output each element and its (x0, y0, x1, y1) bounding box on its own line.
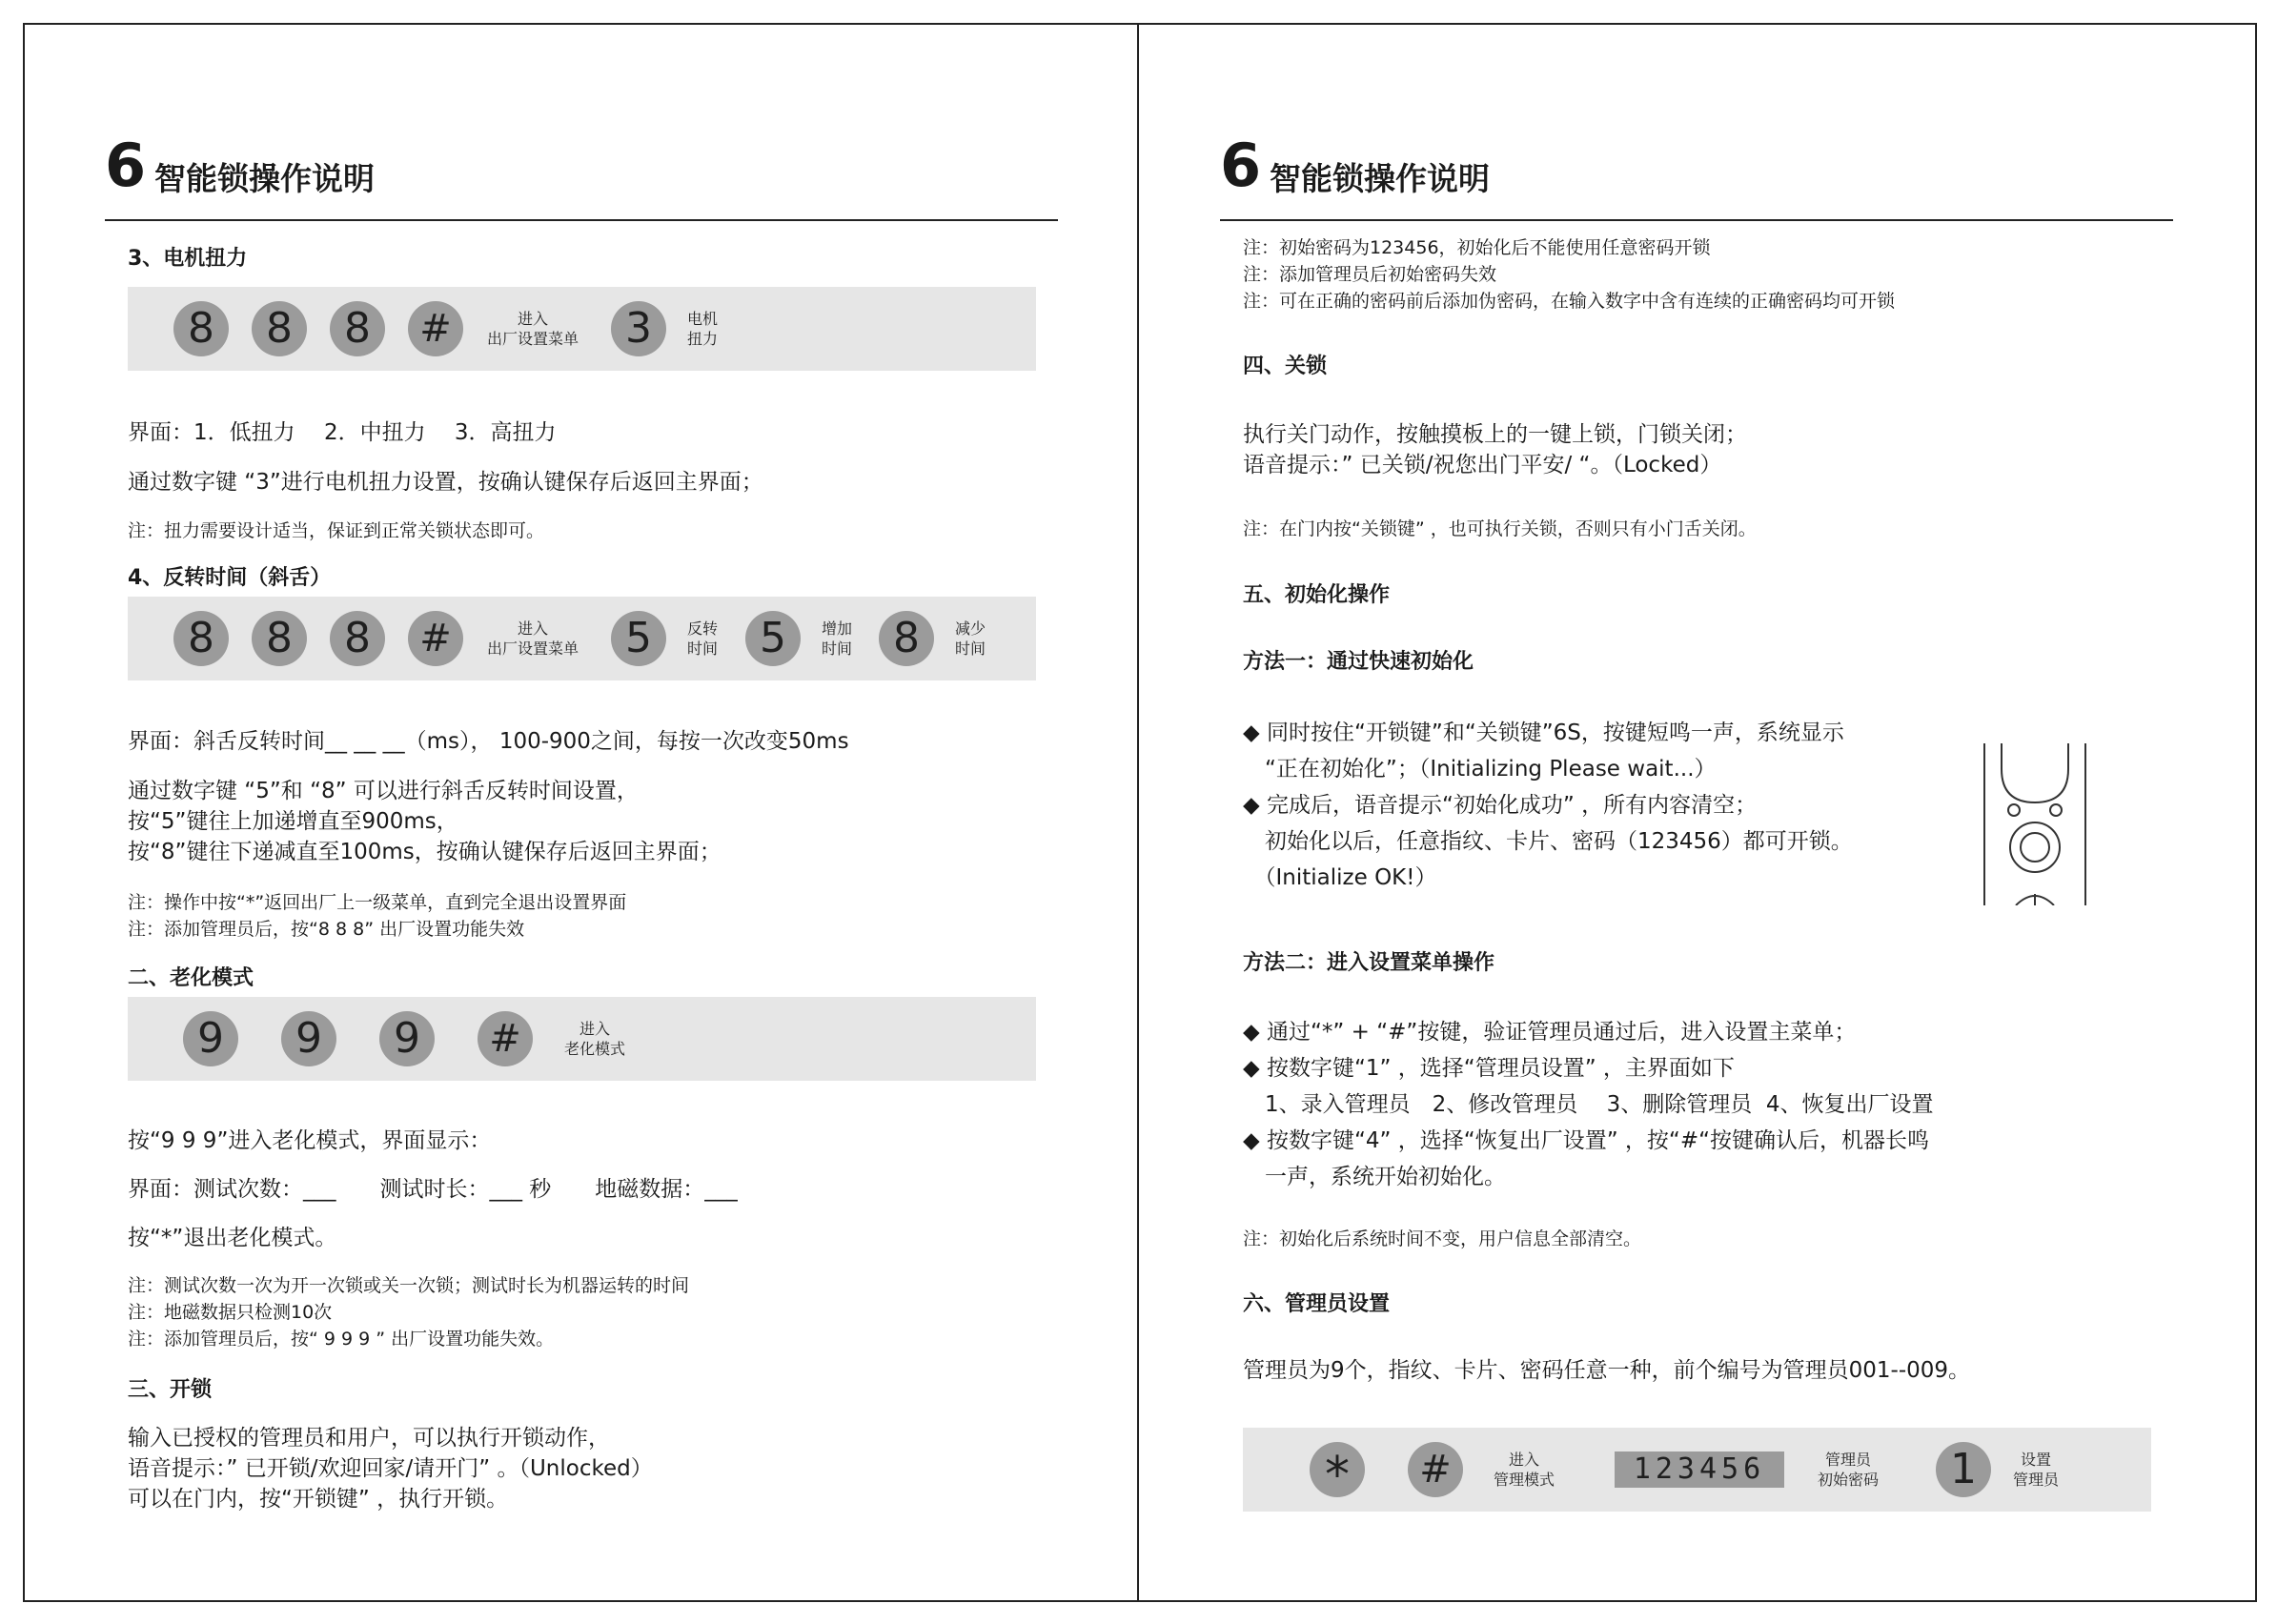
lock-body: 执行关门动作，按触摸板上的一键上锁，门锁关闭； 语音提示：” 已关锁/祝您出门平安/ “。（Locked） (1243, 422, 1747, 477)
key-3: 3 (611, 301, 666, 356)
key-5: 5 (745, 611, 801, 666)
key-1: 1 (1936, 1442, 1991, 1497)
key-label-set-admin: 设置 管理员 (2012, 1451, 2059, 1489)
door-lock-panel-icon (1982, 726, 2087, 905)
left-page (105, 23, 1153, 1586)
key-9: 9 (281, 1011, 336, 1066)
key-label-motor-torque: 电机 扭力 (686, 310, 718, 348)
key-8: 8 (173, 301, 229, 356)
unlock-body: 输入已授权的管理员和用户，可以执行开锁动作， 语音提示：” 已开锁/欢迎回家/请开门” 。（Unlocked） 可以在门内，按“开锁键” ，执行开锁。 (128, 1426, 653, 1512)
key-8: 8 (252, 301, 307, 356)
key-5: 5 (611, 611, 666, 666)
reverse-note: 注：操作中按“*”返回出厂上一级菜单，直到完全退出设置界面 注：添加管理员后，按“8 8 8” 出厂设置功能失效 (128, 892, 627, 940)
init-note: 注：初始化后系统时间不变，用户信息全部清空。 (1243, 1228, 1642, 1249)
reverse-desc: 通过数字键 “5”和 “8” 可以进行斜舌反转时间设置， 按“5”键往上加递增直至900ms， 按“8”键往下递减直至100ms，按确认键保存后返回主界面； (128, 779, 722, 864)
chapter-title: 智能锁操作说明 (1270, 160, 1490, 197)
key-9: 9 (379, 1011, 435, 1066)
key-hash: # (408, 301, 463, 356)
section-heading-admin: 六、管理员设置 (1243, 1292, 1391, 1316)
interface-line-motor: 界面：1．低扭力 2．中扭力 3．高扭力 (128, 420, 557, 445)
key-label-enter-admin: 进入 管理模式 (1493, 1451, 1555, 1489)
section-heading-aging: 二、老化模式 (128, 966, 254, 990)
key-label-reverse-time: 反转 时间 (686, 619, 718, 658)
admin-body: 管理员为9个，指纹、卡片、密码任意一种，前个编号为管理员001--009。 (1243, 1358, 1971, 1383)
chapter-header (1220, 128, 2173, 221)
chapter-header (105, 128, 1058, 221)
right-page (1220, 23, 2268, 1586)
chapter-title: 智能锁操作说明 (154, 160, 375, 197)
key-sequence-reverse (128, 597, 1036, 680)
key-star: * (1310, 1442, 1365, 1497)
key-8: 8 (879, 611, 934, 666)
chapter-number: 6 (1220, 131, 1262, 200)
aging-line-interface: 界面：测试次数：___ 测试时长：___ 秒 地磁数据：___ (128, 1177, 738, 1202)
default-password-display: 123456 (1615, 1451, 1784, 1488)
method2-body: ◆ 通过“*” + “#”按键，验证管理员通过后，进入设置主菜单； ◆ 按数字键“1” ，选择“管理员设置” ，主界面如下 1、录入管理员 2、修改管理员 3、删除管理员 4、恢复出厂设置 ◆ 按数字键“4” ，选择“恢复出厂设置” ，按“#“按键确认后，机器长鸣 一声，系统开始初始化。 (1243, 1020, 1934, 1189)
section-heading-lock: 四、关锁 (1243, 355, 1328, 378)
motor-desc: 通过数字键 “3”进行电机扭力设置，按确认键保存后返回主界面； (128, 470, 763, 495)
section-heading-reverse: 4、反转时间（斜舌） (128, 566, 332, 590)
lock-note: 注：在门内按“关锁键” ，也可执行关锁，否则只有小门舌关闭。 (1243, 518, 1757, 539)
key-8: 8 (330, 611, 385, 666)
key-label-decrease-time: 减少 时间 (954, 619, 986, 658)
aging-note: 注：测试次数一次为开一次锁或关一次锁；测试时长为机器运转的时间 注：地磁数据只检测10次 注：添加管理员后，按“ 9 9 9 ” 出厂设置功能失效。 (128, 1275, 690, 1350)
key-label-enter-aging: 进入 老化模式 (563, 1020, 625, 1058)
key-9: 9 (183, 1011, 238, 1066)
method1-heading: 方法一：通过快速初始化 (1243, 650, 1474, 674)
key-hash: # (478, 1011, 533, 1066)
key-sequence-motor (128, 287, 1036, 371)
method1-body: ◆ 同时按住“开锁键”和“关锁键”6S，按键短鸣一声，系统显示 “正在初始化”；（Initializing Please wait...） ◆ 完成后，语音提示“初始化成功” ，所有内容清空； 初始化以后，任意指纹、卡片、密码（123456）都可开锁。 （Initialize OK!） (1243, 721, 1853, 890)
key-label-enter-factory: 进入 出厂设置菜单 (486, 310, 579, 348)
section-heading-motor: 3、电机扭力 (128, 247, 248, 271)
interface-line-reverse: 界面：斜舌反转时间__ __ __（ms）， 100-900之间，每按一次改变50ms (128, 729, 849, 754)
key-8: 8 (252, 611, 307, 666)
section-heading-init: 五、初始化操作 (1243, 583, 1391, 607)
key-8: 8 (330, 301, 385, 356)
key-label-default-password: 管理员 初始密码 (1817, 1451, 1879, 1489)
key-label-enter-factory: 进入 出厂设置菜单 (486, 619, 579, 658)
aging-line-exit: 按“*”退出老化模式。 (128, 1226, 337, 1250)
motor-note: 注：扭力需要设计适当，保证到正常关锁状态即可。 (128, 520, 545, 541)
password-notes: 注：初始密码为123456，初始化后不能使用任意密码开锁 注：添加管理员后初始密码失效 注：可在正确的密码前后添加伪密码，在输入数字中含有连续的正确密码均可开锁 (1243, 237, 1896, 312)
method2-heading: 方法二：进入设置菜单操作 (1243, 951, 1495, 975)
key-sequence-admin (1243, 1428, 2151, 1512)
key-hash: # (408, 611, 463, 666)
key-sequence-aging (128, 997, 1036, 1081)
section-heading-unlock: 三、开锁 (128, 1378, 213, 1402)
key-8: 8 (173, 611, 229, 666)
key-label-increase-time: 增加 时间 (821, 619, 852, 658)
chapter-number: 6 (105, 131, 147, 200)
key-hash: # (1408, 1442, 1463, 1497)
aging-line-enter: 按“9 9 9”进入老化模式，界面显示： (128, 1128, 492, 1153)
